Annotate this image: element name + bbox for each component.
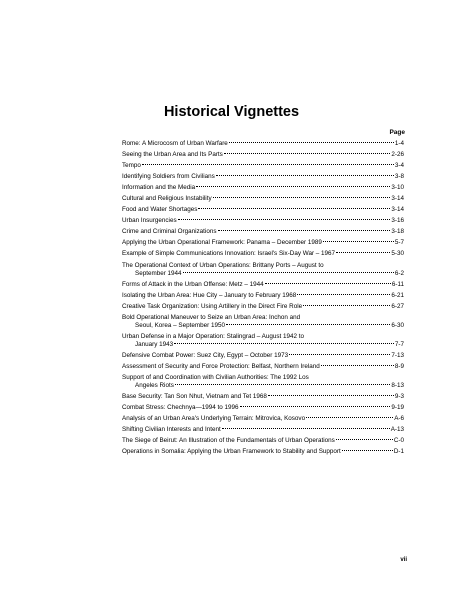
toc-entry-title: Crime and Criminal Organizations	[122, 228, 217, 236]
toc-entry[interactable]	[122, 151, 404, 159]
toc-entry[interactable]	[122, 184, 404, 192]
toc-entry-title-continued: January 1943	[135, 340, 174, 348]
dot-leader	[306, 417, 393, 418]
dot-leader	[323, 241, 394, 242]
toc-entry[interactable]	[122, 404, 404, 412]
dot-leader	[336, 252, 390, 253]
page-number: vii	[400, 557, 407, 563]
dot-leader	[142, 164, 394, 165]
toc-entry-title: Support of and Coordination with Civilian Authorities: The 1992 Los	[122, 373, 309, 381]
dot-leader	[342, 450, 393, 451]
toc-entry-page: 3-10	[391, 184, 404, 192]
toc-entry[interactable]	[122, 374, 404, 390]
toc-entry[interactable]	[122, 173, 404, 181]
toc-entry-page: 5-30	[391, 250, 404, 258]
dot-leader	[175, 384, 391, 385]
toc-entry[interactable]	[122, 195, 404, 203]
toc-entry-page: 6-11	[391, 280, 404, 288]
dot-leader	[183, 272, 394, 273]
toc-entry-page: 7-13	[391, 351, 404, 359]
toc-entry-title-continued: Seoul, Korea – September 1950	[135, 321, 225, 329]
toc-entry-title: The Operational Context of Urban Operations: Brittany Ports – August to	[122, 261, 324, 269]
toc-entry-title: Rome: A Microcosm of Urban Warfare	[122, 140, 228, 147]
toc-entry[interactable]	[122, 228, 404, 236]
dot-leader	[213, 197, 391, 198]
dot-leader	[218, 230, 391, 231]
toc-entry[interactable]	[122, 217, 404, 225]
toc-entry[interactable]	[122, 262, 404, 278]
toc-entry-title: Base Security: Tan Son Nhut, Vietnam and Tet 1968	[122, 392, 267, 400]
toc-entry[interactable]	[122, 162, 404, 170]
toc-entry-title: Forms of Attack in the Urban Offense: Metz – 1944	[122, 280, 264, 288]
toc-entry-page: D-1	[393, 448, 404, 456]
toc-entry[interactable]	[122, 281, 404, 289]
dot-leader	[198, 208, 390, 209]
toc-entry[interactable]	[122, 303, 404, 311]
toc-entry[interactable]	[122, 363, 404, 371]
toc-entry-title: Operations in Somalia: Applying the Urban Framework to Stability and Support	[122, 448, 341, 456]
page-title: Historical Vignettes	[163, 104, 300, 120]
toc-entry-title: The Siege of Beirut: An Illustration of the Fundamentals of Urban Operations	[122, 437, 335, 445]
table-of-contents	[122, 140, 404, 459]
toc-entry-page: 3-16	[391, 217, 404, 225]
toc-entry[interactable]	[122, 437, 404, 445]
toc-entry[interactable]	[122, 415, 404, 423]
toc-entry-title: Example of Simple Communications Innovation: Israel's Six-Day War – 1967	[122, 250, 336, 258]
dot-leader	[224, 153, 391, 154]
dot-leader	[216, 175, 394, 176]
toc-entry-page: 8-9	[394, 362, 404, 370]
toc-entry[interactable]	[122, 206, 404, 214]
toc-entry-page: 3-8	[394, 173, 404, 181]
toc-entry-title: Urban Defense in a Major Operation: Stalingrad – August 1942 to	[122, 332, 305, 340]
dot-leader	[226, 324, 390, 325]
toc-entry-page: A-6	[394, 415, 404, 423]
toc-entry[interactable]	[122, 426, 404, 434]
toc-entry-page: 1-4	[394, 140, 404, 147]
dot-leader	[222, 428, 390, 429]
toc-entry-title: Isolating the Urban Area: Hue City – January to February 1968	[122, 291, 297, 299]
dot-leader	[240, 406, 391, 407]
toc-entry-title: Combat Stress: Chechnya—1994 to 1996	[122, 403, 239, 411]
toc-entry-title: Information and the Media	[122, 184, 196, 192]
dot-leader	[265, 283, 391, 284]
toc-entry[interactable]	[122, 314, 404, 330]
toc-entry-page: 9-19	[391, 403, 404, 411]
toc-entry[interactable]	[122, 333, 404, 349]
toc-entry-page: A-13	[390, 426, 404, 434]
dot-leader	[321, 365, 394, 366]
toc-entry-page: 3-14	[391, 195, 404, 203]
toc-entry-title: Bold Operational Maneuver to Seize an Urban Area: Inchon and	[122, 313, 301, 321]
toc-entry-page: 3-14	[391, 206, 404, 214]
toc-entry-title: Defensive Combat Power: Suez City, Egypt – October 1973	[122, 351, 289, 359]
toc-entry-page: 7-7	[394, 340, 404, 348]
dot-leader	[297, 294, 390, 295]
toc-entry[interactable]	[122, 352, 404, 360]
dot-leader	[303, 305, 390, 306]
toc-entry-title: Cultural and Religious Instability	[122, 195, 212, 203]
toc-entry-title-continued: Angeles Riots	[135, 381, 174, 389]
toc-entry-page: 9-3	[394, 392, 404, 400]
toc-entry-page: 8-13	[391, 381, 404, 389]
toc-entry-page: 6-21	[391, 291, 404, 299]
toc-entry[interactable]	[122, 448, 404, 456]
dot-leader	[289, 354, 390, 355]
toc-entry-title-continued: September 1944	[135, 269, 182, 277]
toc-entry-title: Analysis of an Urban Area's Underlying Terrain: Mitrovica, Kosovo	[122, 415, 306, 423]
dot-leader	[336, 439, 393, 440]
dot-leader	[196, 186, 390, 187]
toc-entry[interactable]	[122, 250, 404, 258]
toc-entry-title: Shifting Civilian Interests and Intent	[122, 426, 221, 434]
toc-entry-page: C-0	[393, 437, 404, 445]
toc-entry-title: Urban Insurgencies	[122, 217, 177, 225]
toc-entry[interactable]	[122, 393, 404, 401]
dot-leader	[229, 142, 394, 143]
toc-entry-page: 5-7	[394, 239, 404, 247]
toc-entry-title: Creative Task Organization: Using Artillery in the Direct Fire Role	[122, 302, 303, 310]
dot-leader	[178, 219, 391, 220]
toc-entry-page: 2-26	[391, 151, 404, 159]
toc-entry-page: 3-4	[394, 162, 404, 170]
toc-entry-title: Food and Water Shortages	[122, 206, 198, 214]
toc-entry-page: 3-18	[391, 228, 404, 236]
toc-entry-page: 6-27	[391, 302, 404, 310]
toc-entry-page: 6-2	[394, 269, 404, 277]
dot-leader	[174, 343, 394, 344]
toc-entry[interactable]	[122, 292, 404, 300]
page-column-label: Page	[389, 129, 405, 136]
toc-entry-title: Identifying Soldiers from Civilians	[122, 173, 215, 181]
toc-entry[interactable]	[122, 239, 404, 247]
toc-entry-title: Seeing the Urban Area and Its Parts	[122, 151, 223, 159]
toc-entry-title: Applying the Urban Operational Framework: Panama – December 1989	[122, 239, 322, 247]
dot-leader	[268, 395, 394, 396]
toc-entry-title: Tempo	[122, 162, 141, 170]
toc-entry-page: 6-30	[391, 321, 404, 329]
toc-entry[interactable]	[122, 140, 404, 148]
toc-entry-title: Assessment of Security and Force Protection: Belfast, Northern Ireland	[122, 362, 320, 370]
